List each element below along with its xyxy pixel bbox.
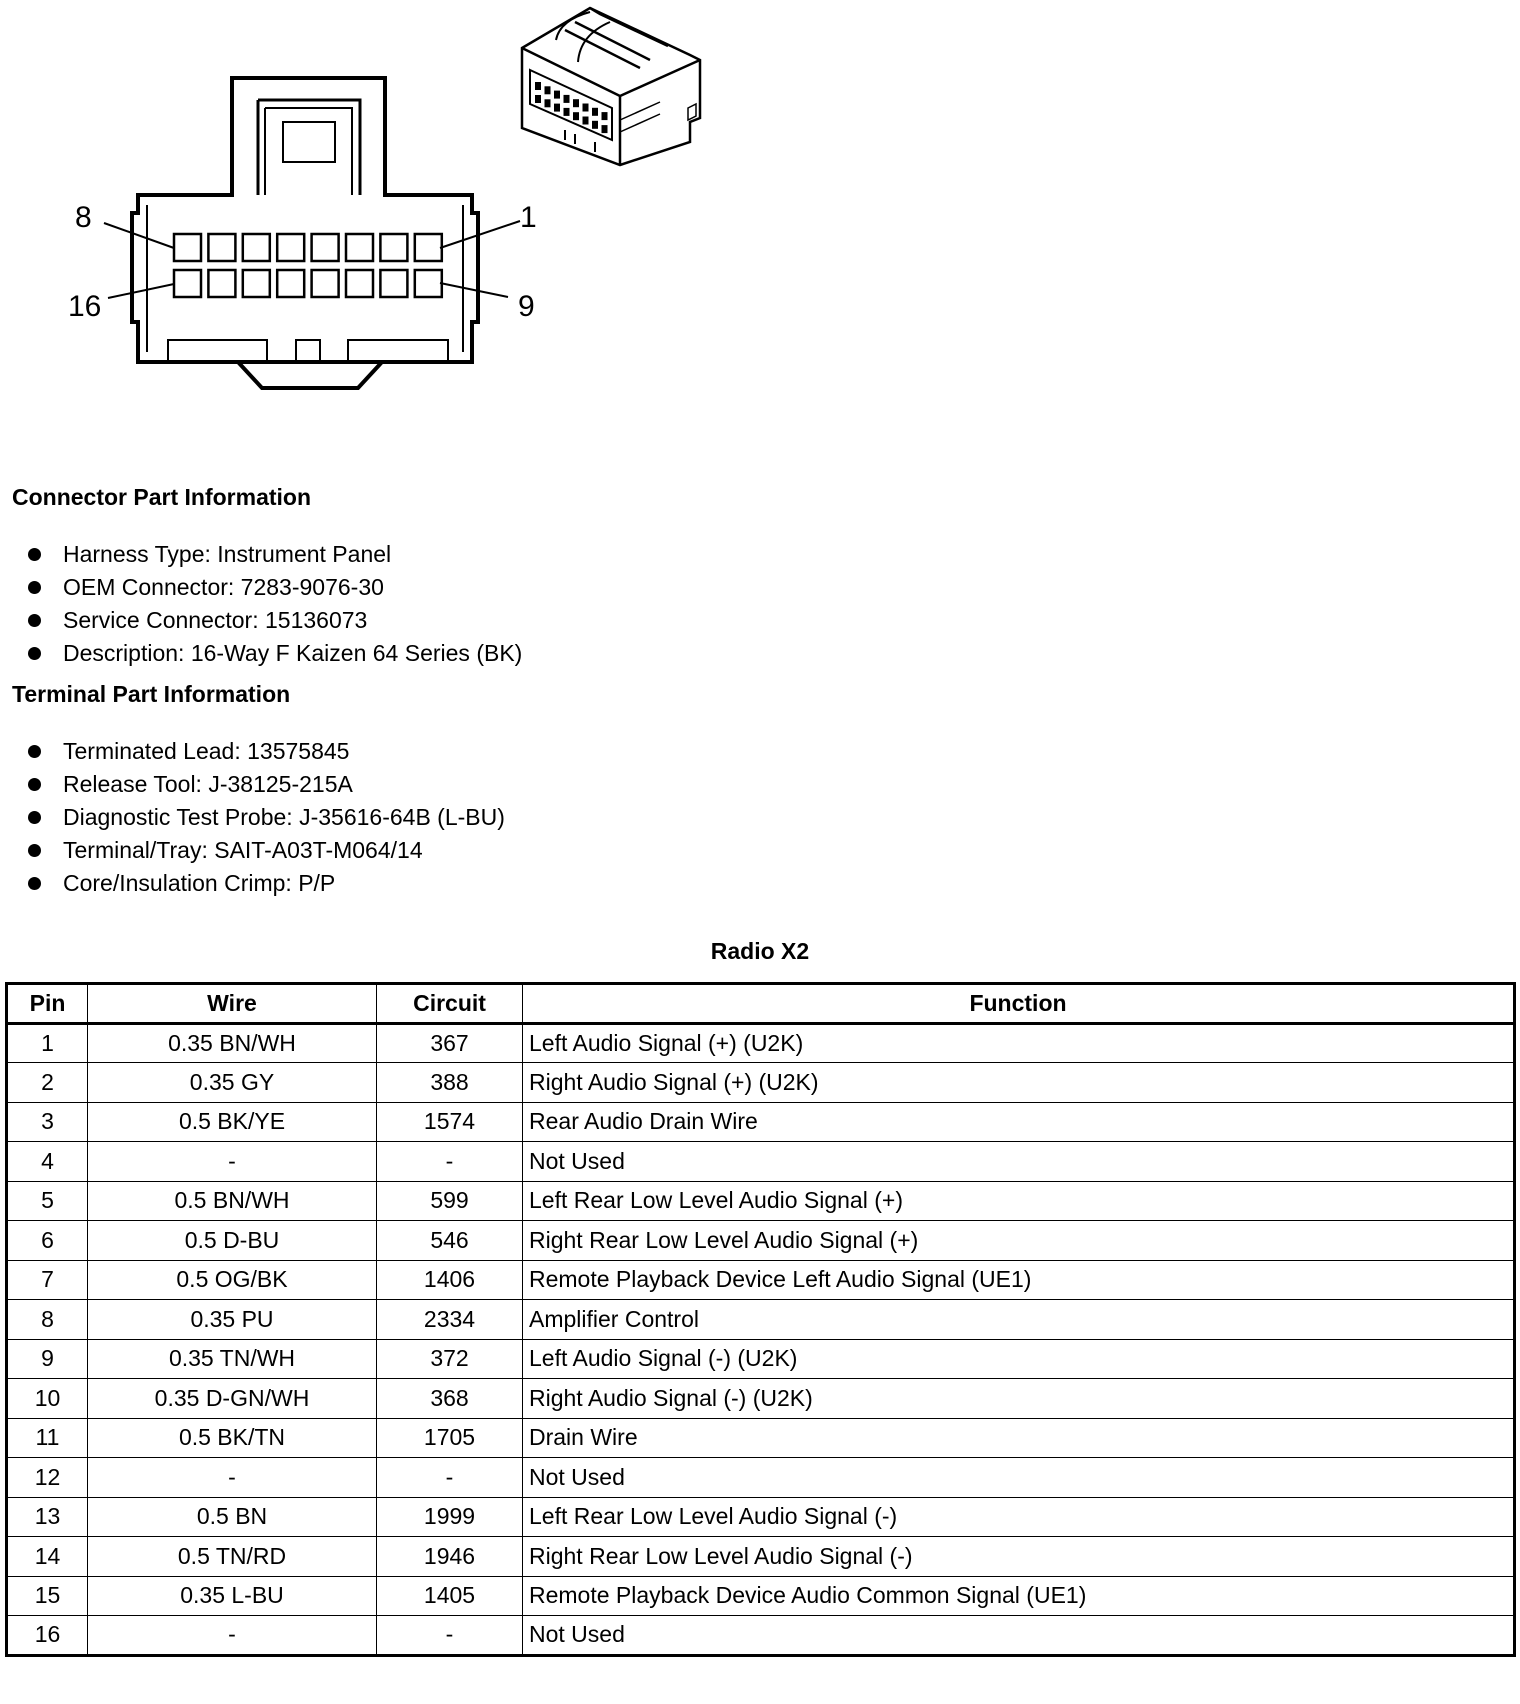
table-row — [7, 1616, 1515, 1656]
cavity-3d — [602, 112, 608, 120]
function-cell: Not Used — [523, 1458, 1515, 1498]
pin-cell: 12 — [7, 1458, 88, 1498]
pin-cell: 8 — [7, 1300, 88, 1340]
list-item — [28, 637, 522, 670]
table-row — [7, 1102, 1515, 1142]
cavity — [277, 270, 304, 297]
table-header-row — [7, 984, 1515, 1024]
terminal-part-info-list — [28, 735, 505, 900]
column-header-pin: Pin — [7, 984, 88, 1024]
cavity-3d — [583, 117, 589, 125]
circuit-cell: 599 — [377, 1181, 523, 1221]
pin-cell: 13 — [7, 1497, 88, 1537]
wire-cell: 0.5 TN/RD — [88, 1537, 377, 1577]
function-cell: Left Audio Signal (+) (U2K) — [523, 1023, 1515, 1063]
pin-cell: 3 — [7, 1102, 88, 1142]
wire-cell: 0.35 TN/WH — [88, 1339, 377, 1379]
pin-cell: 4 — [7, 1142, 88, 1182]
circuit-cell: 1574 — [377, 1102, 523, 1142]
function-cell: Right Rear Low Level Audio Signal (+) — [523, 1221, 1515, 1261]
function-cell: Remote Playback Device Audio Common Signal (UE1) — [523, 1576, 1515, 1616]
wire-cell: 0.5 BK/YE — [88, 1102, 377, 1142]
pin-cell: 9 — [7, 1339, 88, 1379]
bullet-icon — [28, 877, 41, 890]
cavity-3d — [602, 125, 608, 133]
bullet-icon — [28, 745, 41, 758]
cavity-grid — [174, 234, 442, 297]
pinout-table — [5, 982, 1516, 1657]
cavity — [415, 270, 442, 297]
cavity-3d — [535, 95, 541, 103]
wire-cell: 0.35 D-GN/WH — [88, 1379, 377, 1419]
list-item — [28, 735, 505, 768]
pin-label-8: 8 — [75, 201, 92, 234]
column-header-wire: Wire — [88, 984, 377, 1024]
connector-info-item: Service Connector: 15136073 — [63, 607, 368, 633]
cavity — [312, 234, 339, 261]
function-cell: Rear Audio Drain Wire — [523, 1102, 1515, 1142]
table-row — [7, 1418, 1515, 1458]
list-item — [28, 834, 505, 867]
cavity — [346, 234, 373, 261]
column-header-circuit: Circuit — [377, 984, 523, 1024]
function-cell: Amplifier Control — [523, 1300, 1515, 1340]
table-row — [7, 1458, 1515, 1498]
table-row — [7, 1379, 1515, 1419]
pin-cell: 7 — [7, 1260, 88, 1300]
table-row — [7, 1339, 1515, 1379]
cavity — [346, 270, 373, 297]
wire-cell: 0.5 BN/WH — [88, 1181, 377, 1221]
terminal-info-item: Terminal/Tray: SAIT-A03T-M064/14 — [63, 837, 423, 863]
cavity — [312, 270, 339, 297]
function-cell: Right Audio Signal (-) (U2K) — [523, 1379, 1515, 1419]
function-cell: Not Used — [523, 1616, 1515, 1656]
cavity-3d — [545, 86, 551, 94]
cavity — [243, 270, 270, 297]
table-title: Radio X2 — [710, 938, 810, 964]
circuit-cell: 1999 — [377, 1497, 523, 1537]
bullet-icon — [28, 844, 41, 857]
cavity-3d — [592, 121, 598, 129]
function-cell: Not Used — [523, 1142, 1515, 1182]
table-row — [7, 1221, 1515, 1261]
cavity — [277, 234, 304, 261]
table-row — [7, 1063, 1515, 1103]
circuit-cell: - — [377, 1142, 523, 1182]
wire-cell: 0.5 BN — [88, 1497, 377, 1537]
pin-cell: 6 — [7, 1221, 88, 1261]
terminal-info-item: Diagnostic Test Probe: J-35616-64B (L-BU) — [63, 804, 505, 830]
bullet-icon — [28, 811, 41, 824]
function-cell: Drain Wire — [523, 1418, 1515, 1458]
pin-cell: 16 — [7, 1616, 88, 1656]
connector-part-info-list — [28, 538, 522, 670]
function-cell: Left Rear Low Level Audio Signal (-) — [523, 1497, 1515, 1537]
list-item — [28, 538, 522, 571]
wire-cell: 0.5 D-BU — [88, 1221, 377, 1261]
connector-info-item: Harness Type: Instrument Panel — [63, 541, 392, 567]
cavity-3d — [564, 95, 570, 103]
bullet-icon — [28, 778, 41, 791]
table-row — [7, 1576, 1515, 1616]
pin-label-1: 1 — [520, 201, 537, 234]
cavity-3d — [592, 108, 598, 116]
table-body — [7, 1023, 1515, 1655]
cavity — [380, 234, 407, 261]
connector-info-item: Description: 16-Way F Kaizen 64 Series (BK) — [63, 640, 523, 666]
cavity — [174, 270, 201, 297]
wire-cell: 0.5 OG/BK — [88, 1260, 377, 1300]
cavity-3d — [573, 112, 579, 120]
cavity-3d — [564, 108, 570, 116]
cavity — [380, 270, 407, 297]
function-cell: Remote Playback Device Left Audio Signal (UE1) — [523, 1260, 1515, 1300]
wire-cell: 0.35 GY — [88, 1063, 377, 1103]
wire-cell: 0.35 L-BU — [88, 1576, 377, 1616]
circuit-cell: 367 — [377, 1023, 523, 1063]
pin-cell: 2 — [7, 1063, 88, 1103]
pin-cell: 1 — [7, 1023, 88, 1063]
cavity — [174, 234, 201, 261]
circuit-cell: 372 — [377, 1339, 523, 1379]
pin-cell: 11 — [7, 1418, 88, 1458]
cavity-3d — [583, 104, 589, 112]
cavity — [415, 234, 442, 261]
bullet-icon — [28, 647, 41, 660]
pin-cell: 15 — [7, 1576, 88, 1616]
circuit-cell: 1705 — [377, 1418, 523, 1458]
table-row — [7, 1497, 1515, 1537]
terminal-part-info-heading: Terminal Part Information — [12, 681, 291, 707]
cavity-3d — [535, 82, 541, 90]
cavity — [243, 234, 270, 261]
circuit-cell: 546 — [377, 1221, 523, 1261]
pin-cell: 5 — [7, 1181, 88, 1221]
cavity-3d — [573, 99, 579, 107]
connector-diagram — [0, 0, 760, 420]
circuit-cell: 388 — [377, 1063, 523, 1103]
cavity-3d — [545, 99, 551, 107]
pin-label-9: 9 — [518, 290, 535, 323]
pin-label-16: 16 — [68, 290, 102, 323]
cavity-3d — [554, 91, 560, 99]
wire-cell: - — [88, 1142, 377, 1182]
list-item — [28, 604, 522, 637]
function-cell: Right Audio Signal (+) (U2K) — [523, 1063, 1515, 1103]
circuit-cell: 1405 — [377, 1576, 523, 1616]
column-header-function: Function — [523, 984, 1515, 1024]
cavity — [208, 270, 235, 297]
wire-cell: 0.35 BN/WH — [88, 1023, 377, 1063]
cavity-3d — [554, 104, 560, 112]
circuit-cell: - — [377, 1616, 523, 1656]
list-item — [28, 571, 522, 604]
function-cell: Left Audio Signal (-) (U2K) — [523, 1339, 1515, 1379]
wire-cell: - — [88, 1458, 377, 1498]
table-row — [7, 1300, 1515, 1340]
function-cell: Right Rear Low Level Audio Signal (-) — [523, 1537, 1515, 1577]
circuit-cell: 1946 — [377, 1537, 523, 1577]
function-cell: Left Rear Low Level Audio Signal (+) — [523, 1181, 1515, 1221]
bullet-icon — [28, 548, 41, 561]
table-row — [7, 1142, 1515, 1182]
terminal-info-item: Terminated Lead: 13575845 — [63, 738, 350, 764]
circuit-cell: 2334 — [377, 1300, 523, 1340]
pin-cell: 14 — [7, 1537, 88, 1577]
connector-part-info-heading: Connector Part Information — [12, 484, 312, 510]
terminal-info-item: Release Tool: J-38125-215A — [63, 771, 353, 797]
bullet-icon — [28, 614, 41, 627]
list-item — [28, 768, 505, 801]
circuit-cell: 1406 — [377, 1260, 523, 1300]
pin-cell: 10 — [7, 1379, 88, 1419]
list-item — [28, 867, 505, 900]
circuit-cell: 368 — [377, 1379, 523, 1419]
wire-cell: 0.5 BK/TN — [88, 1418, 377, 1458]
table-row — [7, 1023, 1515, 1063]
table-row — [7, 1181, 1515, 1221]
list-item — [28, 801, 505, 834]
table-row — [7, 1537, 1515, 1577]
connector-info-item: OEM Connector: 7283-9076-30 — [63, 574, 384, 600]
wire-cell: - — [88, 1616, 377, 1656]
cavity — [208, 234, 235, 261]
table-row — [7, 1260, 1515, 1300]
terminal-info-item: Core/Insulation Crimp: P/P — [63, 870, 336, 896]
circuit-cell: - — [377, 1458, 523, 1498]
wire-cell: 0.35 PU — [88, 1300, 377, 1340]
bullet-icon — [28, 581, 41, 594]
